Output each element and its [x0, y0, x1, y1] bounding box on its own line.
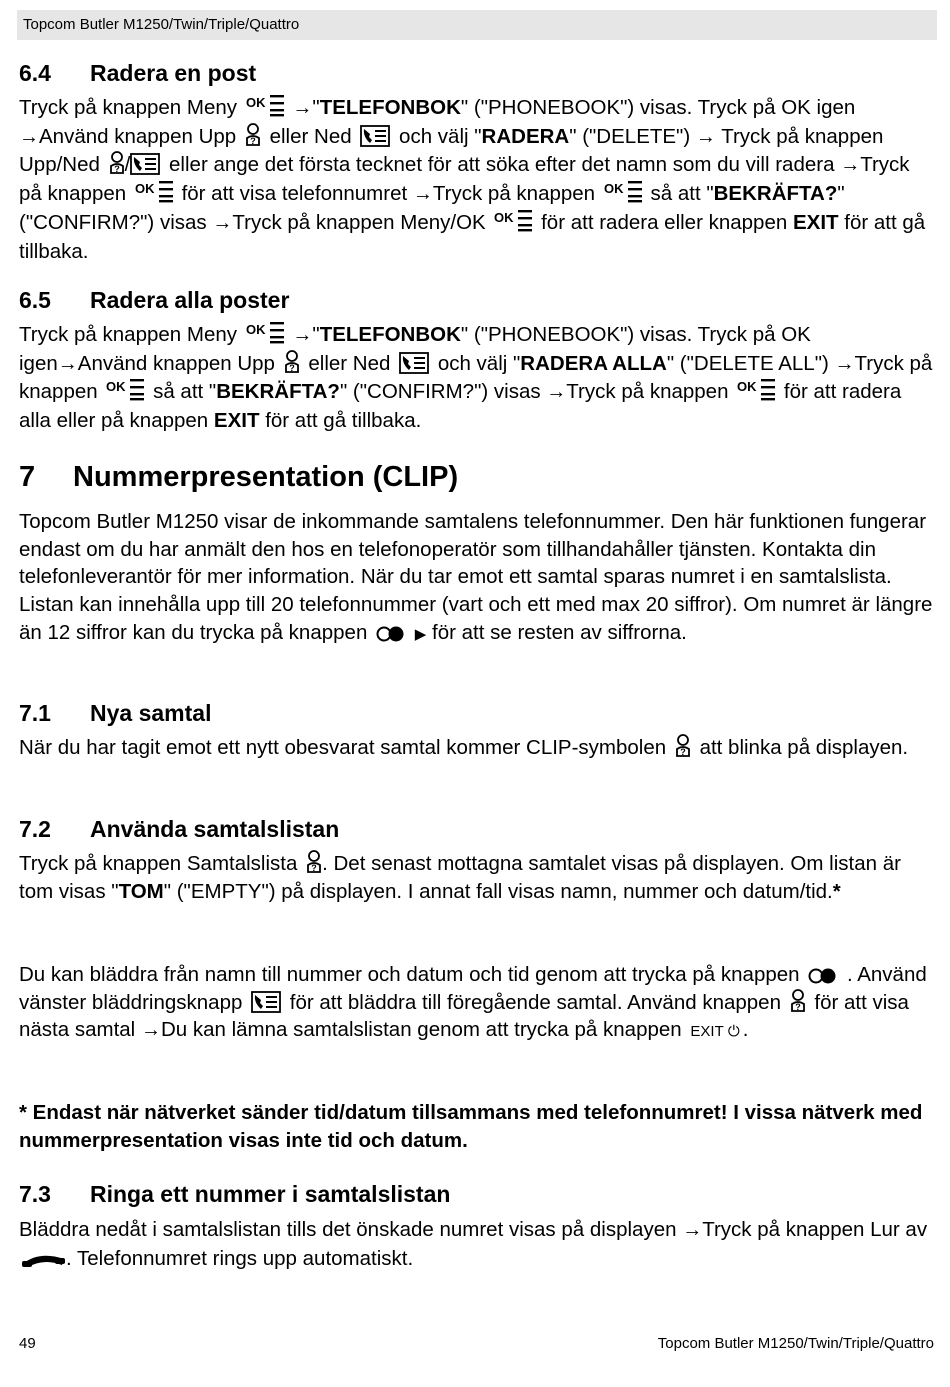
text: så att " [650, 182, 714, 206]
section-7-1-heading [19, 700, 211, 727]
arrow-icon: → [695, 125, 716, 148]
text: eller Ned [308, 351, 391, 375]
section-title: Nya samtal [90, 700, 212, 726]
section-7-2-scroll-text [19, 961, 934, 1046]
section-title: Radera en post [90, 60, 257, 86]
text: för att radera eller knappen [541, 210, 788, 234]
arrow-icon: → [840, 154, 861, 177]
text: . Telefonnumret rings upp automatiskt. [66, 1246, 414, 1270]
section-7-3-heading [19, 1181, 450, 1208]
section-6-4-text [19, 94, 934, 265]
text: * [832, 879, 841, 903]
text: " ("PHONEBOOK") visas. Tryck på OK igen [460, 96, 856, 119]
ok-menu-icon [246, 94, 284, 118]
text: för att radera alla eller på knappen [19, 380, 902, 433]
phonebook-up-icon [790, 989, 806, 1013]
chapter-number: 7 [19, 461, 36, 493]
text: " ("DELETE") [569, 124, 691, 148]
text: Du kan bläddra från namn till nummer och datum och tid genom att trycka på knappen [19, 963, 800, 986]
text: Tryck på knappen [19, 153, 910, 206]
text: eller Ned [269, 124, 352, 148]
text: TELEFONBOK [319, 323, 461, 346]
phonebook-up-icon [109, 151, 125, 175]
text: och välj " [399, 124, 482, 148]
text: TELEFONBOK [319, 96, 461, 119]
clip-icon [675, 734, 691, 758]
footer-title: Topcom Butler M1250/Twin/Triple/Quattro [657, 1335, 934, 1352]
chapter-7-text [19, 508, 934, 649]
right-key-icon [808, 967, 838, 985]
text: för att visa nästa samtal [19, 990, 909, 1042]
footnote: * Endast när nätverket sänder tid/datum tillsammans med telefonnumret! I vissa nätverk med nummerpresentation visas inte tid och datum. [19, 1101, 923, 1152]
text: När du har tagit emot ett nytt obesvarat samtal kommer CLIP-symbolen [19, 736, 667, 759]
text: EXIT [213, 409, 260, 433]
text: RADERA ALLA [520, 351, 667, 375]
section-title: Använda samtalslistan [90, 816, 340, 842]
calllist-down-icon [360, 125, 390, 147]
chapter-7-heading [19, 461, 458, 494]
text: Du kan lämna samtalslistan genom att trycka på knappen [160, 1018, 682, 1042]
arrow-icon: → [19, 125, 39, 148]
phonebook-up-icon [245, 123, 261, 147]
text: RADERA [481, 124, 570, 148]
section-number: 7.3 [19, 1181, 51, 1207]
off-hook-icon [22, 1253, 66, 1269]
text: eller ange det första tecknet för att söka efter det namn som du vill radera [169, 153, 835, 177]
text: Tryck på knappen Upp/Ned [19, 124, 884, 177]
text: " ("DELETE ALL") [666, 351, 829, 375]
section-number: 6.5 [19, 287, 51, 313]
arrow-icon: → [546, 381, 567, 404]
text: . Det senast mottagna samtalet visas på displayen. Om listan är tom visas " [19, 852, 901, 903]
text: för att gå tillbaka. [19, 210, 926, 263]
right-key-icon [376, 625, 406, 643]
text: Använd knappen Upp [39, 124, 237, 148]
arrow-icon: → [57, 352, 78, 375]
arrow-icon: → [292, 97, 313, 119]
phonebook-up-icon [306, 850, 322, 874]
section-6-5-heading [19, 287, 289, 314]
text: så att " [153, 380, 217, 404]
text: " ("EMPTY") på displayen. I annat fall visas namn, nummer och datum/tid. [163, 879, 833, 903]
text: BEKRÄFTA? [216, 380, 340, 404]
text: Tryck på knappen [432, 182, 596, 206]
ok-menu-icon [604, 180, 642, 204]
text: . [742, 1018, 749, 1042]
text: Topcom Butler M1250 visar de inkommande samtalens telefonnummer. Den här funktionen fungerar endast om du har anmält den hos en telefonoperatör som tillhandahåller tjänsten. Kontakta din telefonleverantör för mer information. När du tar emot ett samtal sparas numret i en samtalslista. Listan kan innehålla upp till 20 telefonnummer (vart och ett med max 20 siffror). Om numret är längre än 12 siffror kan du trycka på knappen [19, 510, 933, 644]
text: " [312, 323, 320, 346]
text: Tryck på knappen Lur av [702, 1218, 928, 1241]
arrow-icon: → [212, 211, 233, 234]
text: " ("PHONEBOOK") visas. Tryck på OK igen [19, 323, 811, 375]
phonebook-up-icon [284, 350, 300, 374]
section-7-2-text [19, 850, 934, 905]
exit-icon: EXIT ⏻ [690, 1023, 740, 1041]
text: . Använd vänster bläddringsknapp [19, 963, 927, 1014]
arrow-icon: → [682, 1219, 703, 1241]
text: och välj " [437, 351, 521, 375]
page-header: Topcom Butler M1250/Twin/Triple/Quattro [17, 10, 937, 40]
text: för att bläddra till föregående samtal. Använd knappen [289, 990, 781, 1014]
text: att blinka på displayen. [699, 736, 909, 759]
text: Tryck på knappen Meny/OK [232, 210, 486, 234]
section-7-2-heading [19, 816, 339, 843]
arrow-icon: → [292, 324, 313, 346]
text: TOM [118, 879, 164, 903]
text: för att gå tillbaka. [265, 409, 422, 433]
text: Tryck på knappen [19, 351, 933, 404]
chapter-title: Nummerpresentation (CLIP) [73, 461, 459, 493]
ok-menu-icon [494, 209, 532, 233]
text: EXIT [792, 210, 839, 234]
section-title: Ringa ett nummer i samtalslistan [90, 1181, 451, 1207]
right-triangle-icon: ▶ [414, 625, 427, 643]
text: Bläddra nedåt i samtalslistan tills det önskade numret visas på displayen [19, 1218, 677, 1241]
section-number: 6.4 [19, 60, 51, 86]
ok-menu-icon [737, 378, 775, 402]
text: Tryck på knappen Meny [19, 96, 238, 119]
arrow-icon: → [834, 352, 855, 375]
calllist-down-icon [399, 352, 429, 374]
section-7-1-text [19, 734, 934, 762]
section-number: 7.1 [19, 700, 51, 726]
calllist-down-icon [251, 991, 281, 1013]
ok-menu-icon [106, 378, 144, 402]
text: Tryck på knappen Samtalslista [19, 852, 298, 875]
text: " [312, 96, 320, 119]
text: Tryck på knappen [566, 380, 729, 404]
arrow-icon: → [412, 183, 433, 206]
arrow-icon: → [140, 1019, 161, 1042]
text: / [124, 153, 131, 177]
ok-menu-icon [135, 180, 173, 204]
calllist-down-icon [130, 153, 160, 175]
text: Tryck på knappen Meny [19, 323, 238, 346]
text: Använd knappen Upp [77, 351, 275, 375]
text: " ("CONFIRM?") visas [19, 182, 845, 234]
section-title: Radera alla poster [90, 287, 290, 313]
section-7-3-text [19, 1216, 934, 1272]
page-number: 49 [19, 1335, 36, 1352]
text: för att visa telefonnumret [181, 182, 408, 206]
text: för att se resten av siffrorna. [432, 620, 687, 644]
text: " ("CONFIRM?") visas [339, 380, 541, 404]
section-6-4-heading [19, 60, 256, 87]
ok-menu-icon [246, 321, 284, 345]
section-6-5-text [19, 321, 934, 435]
text: BEKRÄFTA? [713, 182, 838, 206]
section-number: 7.2 [19, 816, 51, 842]
